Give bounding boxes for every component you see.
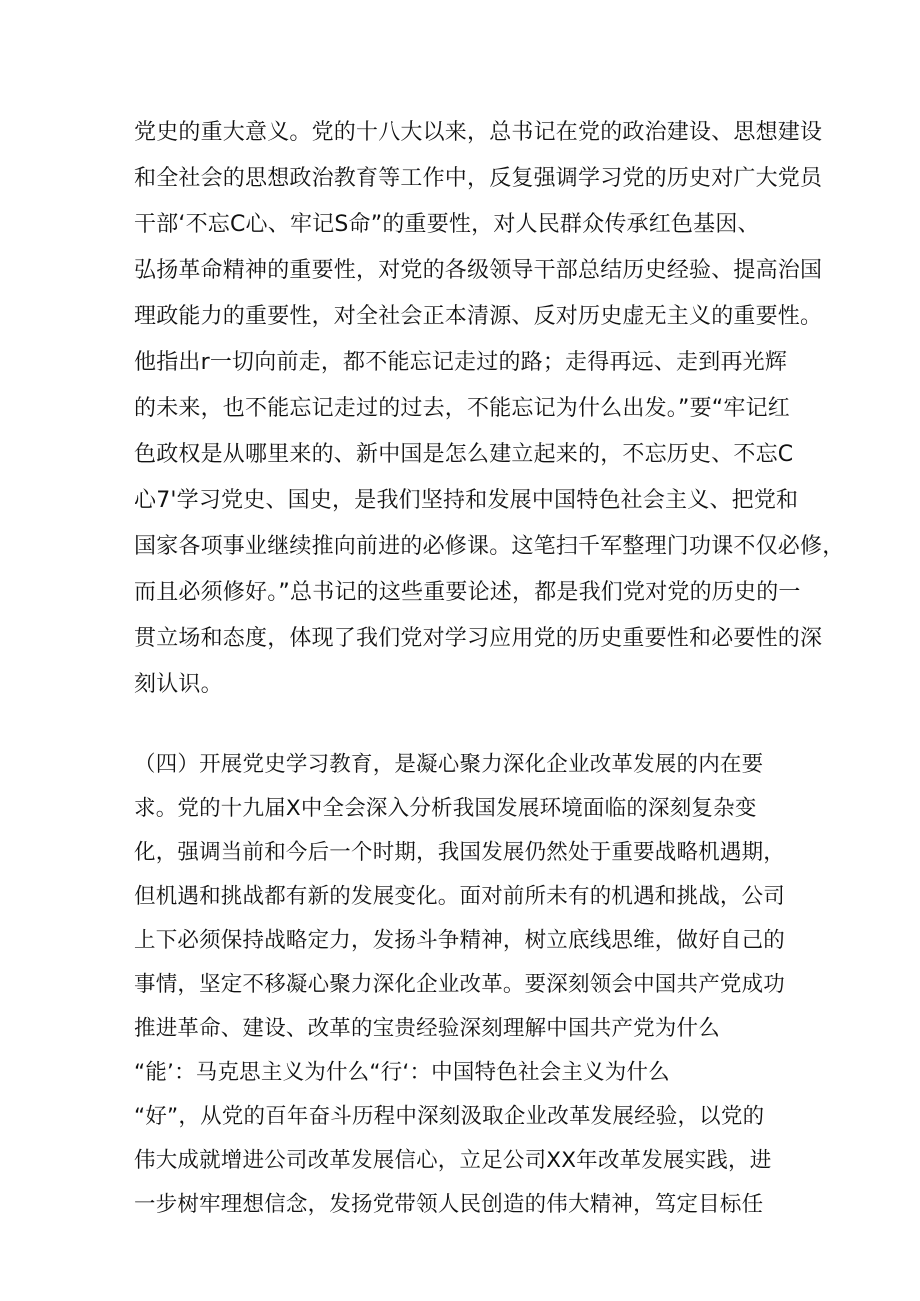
text-line: 的未来，也不能忘记走过的过去，不能忘记为什么出发。”要“牢记红	[134, 396, 790, 421]
text-line: 弘扬革命精神的重要性，对党的各级领导干部总结历史经验、提高治国	[134, 258, 823, 283]
text-line: 国家各项事业继续推向前进的必修课。这笔扫千军整理门功课不仅必修，	[134, 534, 845, 559]
text-line: 刻认识。	[134, 672, 223, 697]
text-line: 贯立场和态度，体现了我们党对学习应用党的历史重要性和必要性的深	[134, 626, 823, 651]
text-line: 心7'学习党史、国史，是我们坚持和发展中国特色社会主义、把党和	[134, 488, 799, 513]
text-line: 伟大成就增进公司改革发展信心，立足公司XX年改革发展实践，进	[134, 1148, 772, 1173]
text-line: 他指出r一切向前走，都不能忘记走过的路；走得再远、走到再光辉	[134, 350, 788, 375]
text-line: 色政权是从哪里来的、新中国是怎么建立起来的，不忘历史、不忘C	[134, 442, 794, 467]
text-line: 但机遇和挑战都有新的发展变化。面对前所未有的机遇和挑战，公司	[134, 884, 786, 909]
text-line: （四）开展党史学习教育，是凝心聚力深化企业改革发展的内在要	[134, 752, 764, 777]
text-line: 事情，坚定不移凝心聚力深化企业改革。要深刻领会中国共产党成功	[134, 972, 786, 997]
text-line: 求。党的十九届X中全会深入分析我国发展环境面临的深刻复杂变	[134, 796, 757, 821]
paragraph-section-four	[134, 743, 794, 1227]
text-line: “好”，从党的百年奋斗历程中深刻汲取企业改革发展经验，以党的	[134, 1104, 765, 1129]
text-line: 干部‘不忘C心、牢记S命”的重要性，对人民群众传承红色基因、	[134, 212, 760, 237]
text-line: 和全社会的思想政治教育等工作中，反复强调学习党的历史对广大党员	[134, 166, 823, 191]
text-line: 化，强调当前和今后一个时期，我国发展仍然处于重要战略机遇期，	[134, 840, 786, 865]
text-line: 推进革命、建设、改革的宝贵经验深刻理解中国共产党为什么	[134, 1016, 720, 1041]
text-line: “能’：马克思主义为什么“行‘：中国特色社会主义为什么	[134, 1060, 670, 1085]
text-line: 理政能力的重要性，对全社会正本清源、反对历史虚无主义的重要性。	[134, 304, 823, 329]
text-line: 上下必须保持战略定力，发扬斗争精神，树立底线思维，做好自己的	[134, 928, 786, 953]
text-line: 党史的重大意义。党的十八大以来，总书记在党的政治建设、思想建设	[134, 120, 823, 145]
paragraph-significance	[134, 110, 845, 708]
text-line: 一步树牢理想信念，发扬党带领人民创造的伟大精神，笃定目标任	[134, 1192, 764, 1217]
text-line: 而且必须修好。”总书记的这些重要论述，都是我们党对党的历史的一	[134, 580, 801, 605]
